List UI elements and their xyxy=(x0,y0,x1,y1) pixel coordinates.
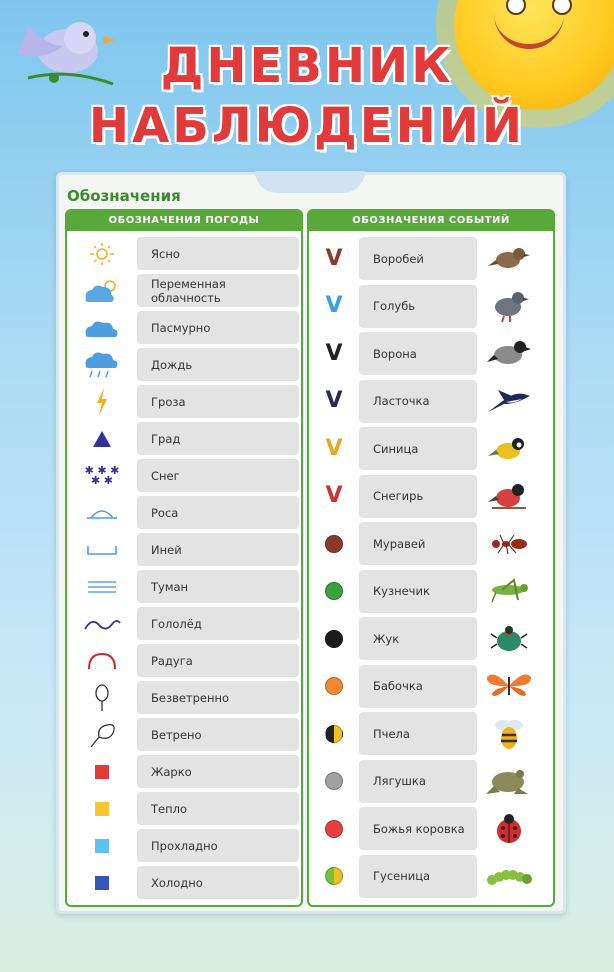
legend-row xyxy=(67,605,301,642)
legend-label: Ветрено xyxy=(151,727,202,742)
legend-row xyxy=(309,520,553,568)
legend-row xyxy=(67,457,301,494)
legend-label: Лягушка xyxy=(373,774,426,789)
legend-label: Муравей xyxy=(373,536,426,551)
legend-label: Дождь xyxy=(151,357,193,372)
legend-board xyxy=(56,172,566,914)
legend-row xyxy=(67,753,301,790)
rain-cloud-icon xyxy=(82,350,122,380)
calm-tree-icon xyxy=(92,683,112,713)
legend-label: Роса xyxy=(151,505,179,520)
legend-label: Пчела xyxy=(373,726,410,741)
tit-icon xyxy=(486,434,532,464)
sun-icon xyxy=(87,242,117,266)
legend-row xyxy=(67,568,301,605)
legend-row xyxy=(67,790,301,827)
crow-icon xyxy=(486,338,532,370)
legend-label: Ясно xyxy=(151,246,180,261)
lightning-icon xyxy=(92,387,112,417)
legend-row xyxy=(67,716,301,753)
triangle-icon xyxy=(91,429,113,449)
legend-row xyxy=(67,642,301,679)
dew-icon xyxy=(85,504,119,522)
legend-row xyxy=(309,330,553,378)
legend-row xyxy=(309,283,553,331)
legend-label: Прохладно xyxy=(151,838,218,853)
legend-label: Пасмурно xyxy=(151,320,211,335)
legend-label: Радуга xyxy=(151,653,193,668)
color-dot-icon xyxy=(325,820,343,838)
color-dot-icon xyxy=(325,725,343,743)
legend-row xyxy=(309,235,553,283)
legend-row xyxy=(309,758,553,806)
legend-label: Ворона xyxy=(373,346,417,361)
snowflakes-icon: ✱ ✱ ✱ ✱ ✱ xyxy=(84,463,120,487)
legend-label: Гололёд xyxy=(151,616,202,631)
grasshopper-icon xyxy=(484,576,534,606)
ice-wave-icon xyxy=(82,615,122,633)
color-dot-icon xyxy=(325,772,343,790)
windy-tree-icon xyxy=(85,721,119,749)
legend-label: Кузнечик xyxy=(373,584,430,599)
check-mark-icon: V xyxy=(325,435,343,461)
butterfly-icon xyxy=(484,669,534,703)
light-blue-square-icon xyxy=(95,839,109,853)
color-dot-icon xyxy=(325,677,343,695)
page-title-line2: НАБЛЮДЕНИЙ xyxy=(88,98,526,154)
color-dot-icon xyxy=(325,867,343,885)
legend-row xyxy=(67,864,301,901)
legend-row xyxy=(67,235,301,272)
legend-label: Град xyxy=(151,431,181,446)
legend-row xyxy=(67,420,301,457)
check-mark-icon: V xyxy=(325,293,343,319)
frog-icon xyxy=(484,764,534,798)
check-mark-icon: V xyxy=(325,340,343,366)
legend-label: Жарко xyxy=(151,764,192,779)
legend-label: Тепло xyxy=(151,801,188,816)
check-mark-icon: V xyxy=(325,388,343,414)
legend-row xyxy=(309,615,553,663)
legend-row xyxy=(309,853,553,901)
weather-legend-column xyxy=(65,209,303,907)
cloud-icon xyxy=(82,316,122,340)
beetle-icon xyxy=(489,624,529,654)
legend-label: Переменная облачность xyxy=(151,276,226,305)
caterpillar-icon xyxy=(484,864,534,888)
check-mark-icon: V xyxy=(325,245,343,271)
legend-label: Ласточка xyxy=(373,394,430,409)
legend-label: Синица xyxy=(373,441,419,456)
legend-label: Холодно xyxy=(151,875,203,890)
legend-row xyxy=(309,710,553,758)
legend-row xyxy=(309,663,553,711)
bee-icon xyxy=(489,717,529,751)
legend-title: Обозначения xyxy=(67,187,181,205)
legend-label: Бабочка xyxy=(373,679,423,694)
bullfinch-icon xyxy=(486,480,532,512)
color-dot-icon xyxy=(325,582,343,600)
legend-label: Голубь xyxy=(373,299,416,314)
legend-row xyxy=(67,827,301,864)
color-dot-icon xyxy=(325,630,343,648)
legend-row xyxy=(67,383,301,420)
legend-row xyxy=(67,272,301,309)
check-mark-icon: V xyxy=(325,483,343,509)
yellow-square-icon xyxy=(95,802,109,816)
legend-label: Туман xyxy=(151,579,189,594)
legend-label: Воробей xyxy=(373,251,424,266)
red-square-icon xyxy=(95,765,109,779)
legend-row xyxy=(309,805,553,853)
pigeon-icon xyxy=(486,289,532,323)
legend-row xyxy=(309,378,553,426)
weather-legend-heading: ОБОЗНАЧЕНИЯ ПОГОДЫ xyxy=(67,211,301,231)
page-title-line1: ДНЕВНИК xyxy=(160,38,454,94)
legend-label: Снегирь xyxy=(373,489,424,504)
legend-row xyxy=(67,531,301,568)
fog-lines-icon xyxy=(85,579,119,595)
legend-label: Безветренно xyxy=(151,690,230,705)
legend-label: Гусеница xyxy=(373,869,431,884)
legend-row xyxy=(67,494,301,531)
board-hanger-tab xyxy=(255,171,365,193)
legend-label: Гроза xyxy=(151,394,186,409)
swallow-icon xyxy=(484,386,534,416)
rainbow-arc-icon xyxy=(85,651,119,671)
partly-cloudy-icon xyxy=(82,277,122,305)
dark-blue-square-icon xyxy=(95,876,109,890)
ladybug-icon xyxy=(491,811,527,847)
sparrow-icon xyxy=(486,244,532,274)
legend-row xyxy=(309,568,553,616)
legend-row xyxy=(309,425,553,473)
legend-label: Снег xyxy=(151,468,180,483)
legend-label: Божья коровка xyxy=(373,821,465,836)
legend-label: Иней xyxy=(151,542,182,557)
legend-label: Жук xyxy=(373,631,400,646)
legend-row xyxy=(67,679,301,716)
legend-row xyxy=(309,473,553,521)
color-dot-icon xyxy=(325,535,343,553)
frost-icon xyxy=(85,542,119,558)
events-legend-heading: ОБОЗНАЧЕНИЯ СОБЫТИЙ xyxy=(309,211,553,231)
legend-row xyxy=(67,309,301,346)
ant-icon xyxy=(486,531,532,557)
legend-row xyxy=(67,346,301,383)
events-legend-column xyxy=(307,209,555,907)
